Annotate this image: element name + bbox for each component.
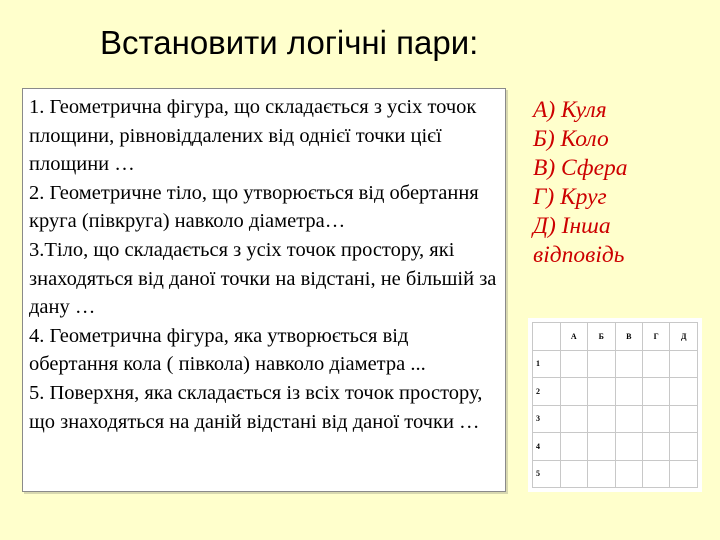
grid-cell[interactable] <box>615 405 642 433</box>
grid-row-header: 3 <box>533 405 561 433</box>
grid-cell[interactable] <box>642 350 669 378</box>
grid-cell[interactable] <box>588 350 615 378</box>
grid-col-header: Д <box>670 323 698 351</box>
grid-cell[interactable] <box>615 378 642 406</box>
grid-cell[interactable] <box>588 433 615 461</box>
grid-header-row <box>533 323 698 351</box>
answer-a: А) Куля <box>533 97 607 123</box>
grid-row <box>533 433 698 461</box>
grid-cell[interactable] <box>588 405 615 433</box>
answer-v: В) Сфера <box>533 155 628 181</box>
grid-cell[interactable] <box>588 378 615 406</box>
grid-cell[interactable] <box>588 460 615 488</box>
slide-title: Встановити логічні пари: <box>100 24 479 61</box>
grid-row-header: 4 <box>533 433 561 461</box>
grid-cell[interactable] <box>642 405 669 433</box>
grid-cell[interactable] <box>670 378 698 406</box>
grid-corner-cell <box>533 323 561 351</box>
grid-cell[interactable] <box>670 350 698 378</box>
grid-cell[interactable] <box>670 433 698 461</box>
grid-cell[interactable] <box>615 350 642 378</box>
questions-box <box>22 88 506 492</box>
question-3: 3.Тіло, що складається з усіх точок простору, які знаходяться від даної точки на відстані, не більшій за дану … <box>29 238 497 319</box>
grid-cell[interactable] <box>670 405 698 433</box>
question-2: 2. Геометричне тіло, що утворюється від обертання круга (півкруга) навколо діаметра… <box>29 181 479 233</box>
grid-col-header: Б <box>588 323 615 351</box>
grid-col-header: Г <box>642 323 669 351</box>
grid-cell[interactable] <box>560 350 588 378</box>
grid-row-header: 1 <box>533 350 561 378</box>
grid-row <box>533 378 698 406</box>
answer-b: Б) Коло <box>533 126 609 152</box>
answer-g: Г) Круг <box>533 184 607 210</box>
grid-cell[interactable] <box>560 460 588 488</box>
grid-cell[interactable] <box>615 460 642 488</box>
question-4: 4. Геометрична фігура, яка утворюється від обертання кола ( півкола) навколо діаметра ... <box>29 324 426 376</box>
answer-d: Д) Інша <box>533 213 611 239</box>
answers-list <box>533 96 628 270</box>
grid-cell[interactable] <box>642 378 669 406</box>
grid-cell[interactable] <box>560 378 588 406</box>
question-5: 5. Поверхня, яка складається із всіх точок простору, що знаходяться на даній відстані від даної точки … <box>29 381 483 433</box>
grid-row-header: 2 <box>533 378 561 406</box>
grid-row <box>533 405 698 433</box>
answer-d-continued: відповідь <box>533 242 625 268</box>
question-1: 1. Геометрична фігура, що складається з усіх точок площини, рівновіддалених від однієї точки цієї площини … <box>29 96 477 176</box>
grid-row <box>533 350 698 378</box>
grid-cell[interactable] <box>615 433 642 461</box>
answer-grid-table <box>532 322 698 488</box>
grid-cell[interactable] <box>560 433 588 461</box>
grid-col-header: А <box>560 323 588 351</box>
grid-row <box>533 460 698 488</box>
grid-cell[interactable] <box>642 460 669 488</box>
grid-cell[interactable] <box>560 405 588 433</box>
grid-row-header: 5 <box>533 460 561 488</box>
answer-grid <box>528 318 702 492</box>
grid-cell[interactable] <box>642 433 669 461</box>
grid-col-header: В <box>615 323 642 351</box>
grid-cell[interactable] <box>670 460 698 488</box>
